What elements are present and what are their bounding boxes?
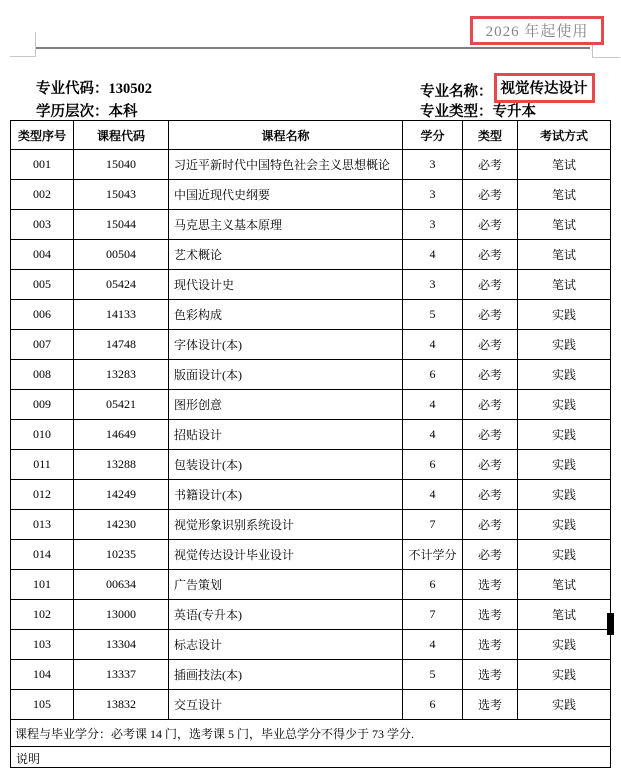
cell-exam-method: 实践	[518, 630, 611, 660]
cell-credits: 4	[403, 390, 463, 420]
cell-type-seq: 104	[11, 660, 74, 690]
cell-course-code: 14249	[74, 480, 169, 510]
left-margin-mark-h	[10, 56, 36, 57]
cell-type: 必考	[463, 360, 518, 390]
cell-type-seq: 012	[11, 480, 74, 510]
cell-credits: 3	[403, 150, 463, 180]
cell-type-seq: 004	[11, 240, 74, 270]
cell-course-code: 05421	[74, 390, 169, 420]
left-margin-mark-v	[35, 32, 36, 57]
cell-course-code: 13832	[74, 690, 169, 720]
cell-exam-method: 实践	[518, 480, 611, 510]
cell-course-code: 13283	[74, 360, 169, 390]
table-header-row	[11, 121, 611, 150]
col-header-course-name: 课程名称	[169, 121, 403, 150]
cell-course-name: 标志设计	[169, 630, 403, 660]
cell-type-seq: 005	[11, 270, 74, 300]
major-name-line	[420, 73, 595, 103]
cell-course-code: 05424	[74, 270, 169, 300]
cell-exam-method: 笔试	[518, 570, 611, 600]
cell-credits: 7	[403, 600, 463, 630]
cell-type-seq: 105	[11, 690, 74, 720]
major-name-label: 专业名称：	[420, 83, 493, 100]
cell-type-seq: 001	[11, 150, 74, 180]
cell-course-name: 艺术概论	[169, 240, 403, 270]
degree-level-line	[36, 100, 138, 121]
cell-credits: 4	[403, 480, 463, 510]
cell-exam-method: 实践	[518, 390, 611, 420]
cell-exam-method: 实践	[518, 420, 611, 450]
cell-course-code: 13337	[74, 660, 169, 690]
cell-course-code: 13304	[74, 630, 169, 660]
cell-type: 必考	[463, 540, 518, 570]
cell-credits: 4	[403, 420, 463, 450]
cell-type: 选考	[463, 660, 518, 690]
cell-course-code: 14230	[74, 510, 169, 540]
year-stamp-text: 2026 年起使用	[485, 24, 589, 40]
cell-credits: 5	[403, 660, 463, 690]
cell-type-seq: 009	[11, 390, 74, 420]
cell-type: 必考	[463, 390, 518, 420]
col-header-credits: 学分	[403, 121, 463, 150]
cell-type: 必考	[463, 150, 518, 180]
cell-type: 必考	[463, 420, 518, 450]
cell-exam-method: 笔试	[518, 180, 611, 210]
cell-credits: 6	[403, 690, 463, 720]
cell-credits: 6	[403, 360, 463, 390]
major-type-label: 专业类型：	[420, 104, 493, 120]
cell-course-name: 视觉形象识别系统设计	[169, 510, 403, 540]
cell-course-name: 马克思主义基本原理	[169, 210, 403, 240]
cell-exam-method: 笔试	[518, 210, 611, 240]
cell-course-name: 图形创意	[169, 390, 403, 420]
cell-type-seq: 007	[11, 330, 74, 360]
cell-type: 选考	[463, 690, 518, 720]
cell-exam-method: 实践	[518, 540, 611, 570]
cell-type: 选考	[463, 600, 518, 630]
cell-credits: 4	[403, 330, 463, 360]
cell-credits: 7	[403, 510, 463, 540]
cell-type: 必考	[463, 270, 518, 300]
table-row	[11, 150, 611, 180]
table-row	[11, 600, 611, 630]
footnote-row	[11, 720, 611, 747]
cell-credits: 6	[403, 450, 463, 480]
cell-course-code: 13288	[74, 450, 169, 480]
cell-credits: 3	[403, 270, 463, 300]
cell-course-name: 视觉传达设计毕业设计	[169, 540, 403, 570]
cell-course-name: 广告策划	[169, 570, 403, 600]
cell-exam-method: 笔试	[518, 600, 611, 630]
cell-type-seq: 103	[11, 630, 74, 660]
credits-footnote: 课程与毕业学分：必考课 14 门，选考课 5 门，毕业总学分不得少于 73 学分.	[11, 720, 611, 747]
degree-level-value: 本科	[108, 104, 138, 120]
cell-exam-method: 实践	[518, 690, 611, 720]
clipped-notes-row	[11, 747, 611, 768]
cell-exam-method: 笔试	[518, 240, 611, 270]
cell-course-name: 中国近现代史纲要	[169, 180, 403, 210]
cell-credits: 3	[403, 210, 463, 240]
cell-type: 必考	[463, 330, 518, 360]
cell-type: 选考	[463, 570, 518, 600]
table-row	[11, 420, 611, 450]
cell-exam-method: 笔试	[518, 150, 611, 180]
table-row	[11, 570, 611, 600]
col-header-type-seq: 类型序号	[11, 121, 74, 150]
cell-type: 选考	[463, 630, 518, 660]
cell-type: 必考	[463, 210, 518, 240]
table-row	[11, 210, 611, 240]
cell-course-code: 00634	[74, 570, 169, 600]
cell-type: 必考	[463, 300, 518, 330]
cell-type-seq: 014	[11, 540, 74, 570]
cell-exam-method: 实践	[518, 360, 611, 390]
cell-type-seq: 102	[11, 600, 74, 630]
cell-course-code: 14649	[74, 420, 169, 450]
year-stamp-box	[470, 16, 604, 45]
col-header-course-code: 课程代码	[74, 121, 169, 150]
cell-course-name: 招贴设计	[169, 420, 403, 450]
cell-type: 必考	[463, 510, 518, 540]
major-type-value: 专升本	[492, 104, 536, 120]
cell-type-seq: 006	[11, 300, 74, 330]
major-code-value: 130502	[108, 81, 152, 97]
cell-type: 必考	[463, 240, 518, 270]
table-row	[11, 330, 611, 360]
cell-course-name: 版面设计(本)	[169, 360, 403, 390]
cell-exam-method: 实践	[518, 510, 611, 540]
cell-course-name: 现代设计史	[169, 270, 403, 300]
cell-type: 必考	[463, 450, 518, 480]
cell-credits: 4	[403, 630, 463, 660]
right-margin-mark-v	[592, 44, 593, 58]
cell-type-seq: 008	[11, 360, 74, 390]
cell-credits: 3	[403, 180, 463, 210]
table-row	[11, 630, 611, 660]
notes-section-label: 说明	[11, 747, 611, 768]
cell-exam-method: 实践	[518, 330, 611, 360]
course-table	[10, 120, 611, 768]
cell-credits: 5	[403, 300, 463, 330]
cell-course-code: 15040	[74, 150, 169, 180]
cell-credits: 4	[403, 240, 463, 270]
cell-credits: 不计学分	[403, 540, 463, 570]
cell-exam-method: 实践	[518, 300, 611, 330]
right-margin-mark-h	[592, 57, 620, 58]
cell-course-code: 00504	[74, 240, 169, 270]
cell-type: 必考	[463, 480, 518, 510]
cell-course-code: 13000	[74, 600, 169, 630]
table-row	[11, 510, 611, 540]
table-row	[11, 390, 611, 420]
cell-type-seq: 010	[11, 420, 74, 450]
cell-type-seq: 003	[11, 210, 74, 240]
table-row	[11, 690, 611, 720]
table-row	[11, 450, 611, 480]
table-row	[11, 300, 611, 330]
cell-course-name: 交互设计	[169, 690, 403, 720]
major-type-line	[420, 100, 536, 121]
cell-type-seq: 101	[11, 570, 74, 600]
cell-exam-method: 实践	[518, 450, 611, 480]
cell-course-name: 色彩构成	[169, 300, 403, 330]
cell-type-seq: 002	[11, 180, 74, 210]
cell-type-seq: 013	[11, 510, 74, 540]
major-name-highlighted-value: 视觉传达设计	[494, 73, 595, 103]
table-row	[11, 660, 611, 690]
cell-exam-method: 笔试	[518, 270, 611, 300]
cell-course-name: 英语(专升本)	[169, 600, 403, 630]
cell-course-name: 书籍设计(本)	[169, 480, 403, 510]
cell-type: 必考	[463, 180, 518, 210]
table-row	[11, 360, 611, 390]
table-row	[11, 240, 611, 270]
cell-type-seq: 011	[11, 450, 74, 480]
cell-course-name: 插画技法(本)	[169, 660, 403, 690]
cell-credits: 6	[403, 570, 463, 600]
cell-course-code: 15043	[74, 180, 169, 210]
cell-course-name: 包装设计(本)	[169, 450, 403, 480]
page-edge-mark	[607, 613, 614, 635]
header-rule-line	[36, 47, 590, 49]
cell-course-code: 10235	[74, 540, 169, 570]
cell-course-code: 14133	[74, 300, 169, 330]
degree-level-label: 学历层次：	[36, 104, 109, 120]
major-code-line	[36, 77, 152, 98]
cell-course-name: 字体设计(本)	[169, 330, 403, 360]
cell-course-code: 14748	[74, 330, 169, 360]
table-row	[11, 480, 611, 510]
col-header-exam-method: 考试方式	[518, 121, 611, 150]
col-header-type: 类型	[463, 121, 518, 150]
cell-course-name: 习近平新时代中国特色社会主义思想概论	[169, 150, 403, 180]
table-row	[11, 270, 611, 300]
cell-exam-method: 实践	[518, 660, 611, 690]
major-code-label: 专业代码：	[36, 81, 109, 97]
table-row	[11, 180, 611, 210]
cell-course-code: 15044	[74, 210, 169, 240]
course-table-body	[11, 150, 611, 720]
table-row	[11, 540, 611, 570]
